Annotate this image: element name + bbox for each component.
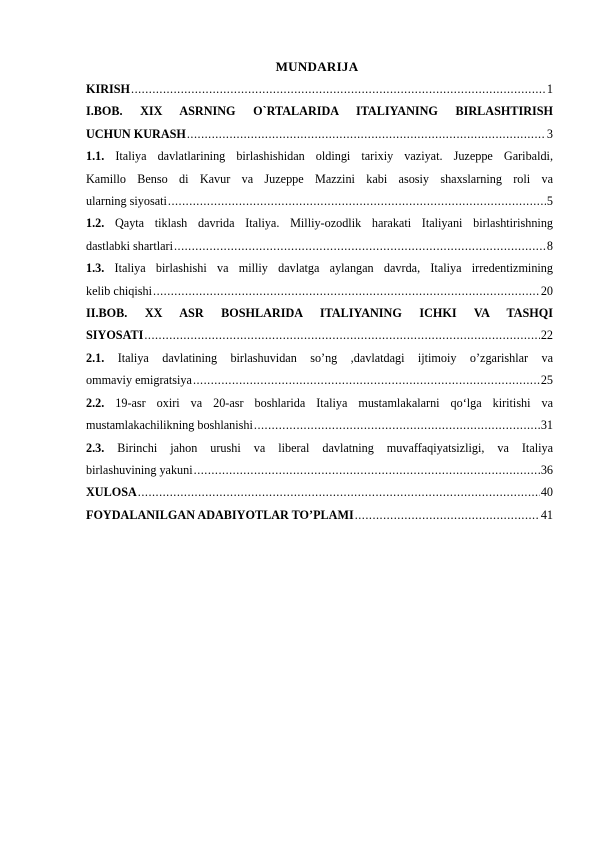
toc-entry-section-2-2[interactable] — [86, 392, 553, 437]
toc-entry-label-cont: ularning siyosati — [86, 194, 167, 209]
toc-entry-label: Italiya davlatlarining birlashishidan oldingi tarixiy vaziyat. Juzeppe Garibaldi, — [115, 149, 553, 164]
toc-page-number: 20 — [540, 283, 553, 298]
section-number: 1.2. — [86, 216, 105, 231]
toc-entry-label: KIRISH — [86, 82, 131, 96]
toc-entry-section-1-3[interactable] — [86, 257, 553, 302]
toc-entry-label-cont: ommaviy emigratsiya — [86, 373, 192, 388]
dot-leader — [194, 459, 540, 481]
toc-page-number: 1 — [546, 82, 553, 96]
toc-entry-section-1-2[interactable] — [86, 212, 553, 257]
toc-page-number: 3 — [546, 126, 553, 141]
section-number: 2.1. — [86, 350, 105, 365]
toc-page-number: 5 — [546, 194, 553, 209]
toc-page-number: 8 — [546, 238, 553, 253]
toc-page-number: 31 — [540, 418, 553, 433]
toc-entry-section-1-1[interactable] — [86, 145, 553, 212]
toc-entry-label-cont: birlashuvining yakuni — [86, 462, 193, 477]
toc-entry-adabiyotlar[interactable] — [86, 504, 553, 526]
toc-entry-chapter-2[interactable] — [86, 302, 553, 347]
section-number: 1.1. — [86, 149, 105, 164]
table-of-contents — [86, 78, 553, 526]
toc-entry-kirish[interactable] — [86, 78, 553, 100]
dot-leader — [355, 504, 540, 526]
dot-leader — [138, 481, 540, 503]
toc-entry-chapter-1[interactable] — [86, 100, 553, 145]
dot-leader — [144, 324, 539, 346]
section-number: 2.2. — [86, 395, 105, 410]
dot-leader — [131, 78, 546, 100]
toc-entry-label: FOYDALANILGAN ADABIYOTLAR TO’PLAMI — [86, 507, 354, 522]
toc-entry-label: Qayta tiklash davrida Italiya. Milliy-ozodlik harakati Italiyani birlashtirishning — [114, 216, 554, 231]
toc-entry-label-cont: Kamillo Benso di Kavur va Juzeppe Mazzini kabi asosiy shaxslarning roli va — [86, 171, 553, 186]
toc-entry-label-cont: dastlabki shartlari — [86, 238, 173, 253]
toc-entry-label-cont: mustamlakachilikning boshlanishi — [86, 418, 253, 433]
toc-entry-section-2-3[interactable] — [86, 437, 553, 482]
dot-leader — [153, 280, 540, 302]
toc-entry-label: Italiya davlatining birlashuvidan so’ng ,davlatdagi ijtimoiy o’zgarishlar va — [117, 350, 553, 365]
toc-entry-label: 19-asr oxiri va 20-asr boshlarida Italiya mustamlakalarni qo‘lga kiritishi va — [115, 395, 553, 410]
section-number: 2.3. — [86, 440, 105, 455]
dot-leader — [193, 369, 540, 391]
toc-page-number: 36 — [540, 462, 553, 477]
toc-page-number: 41 — [540, 507, 553, 522]
toc-page-number: 25 — [540, 373, 553, 388]
dot-leader — [168, 190, 546, 212]
toc-title: MUNDARIJA — [275, 59, 359, 74]
toc-page-number: 22 — [540, 328, 553, 343]
dot-leader — [254, 414, 540, 436]
toc-entry-label-cont: SIYOSATI — [86, 328, 144, 343]
toc-entry-label: Birinchi jahon urushi va liberal davlatning muvaffaqiyatsizligi, va Italiya — [117, 440, 553, 455]
toc-entry-section-2-1[interactable] — [86, 347, 553, 392]
toc-entry-label-cont: UCHUN KURASH — [86, 126, 186, 141]
toc-entry-xulosa[interactable] — [86, 481, 553, 503]
toc-page-number: 40 — [540, 485, 553, 500]
toc-entry-label: I.BOB. XIX ASRNING O`RTALARIDA ITALIYANING BIRLASHTIRISH — [86, 104, 553, 119]
toc-entry-label: II.BOB. XX ASR BOSHLARIDA ITALIYANING ICHKI VA TASHQI — [86, 306, 553, 321]
section-number: 1.3. — [86, 261, 105, 276]
dot-leader — [174, 235, 546, 257]
toc-entry-label: Italiya birlashishi va milliy davlatga aylangan davrda, Italiya irredentizmining — [114, 261, 553, 276]
toc-entry-label-cont: kelib chiqishi — [86, 283, 153, 298]
toc-entry-label: XULOSA — [86, 485, 137, 500]
dot-leader — [187, 123, 546, 145]
